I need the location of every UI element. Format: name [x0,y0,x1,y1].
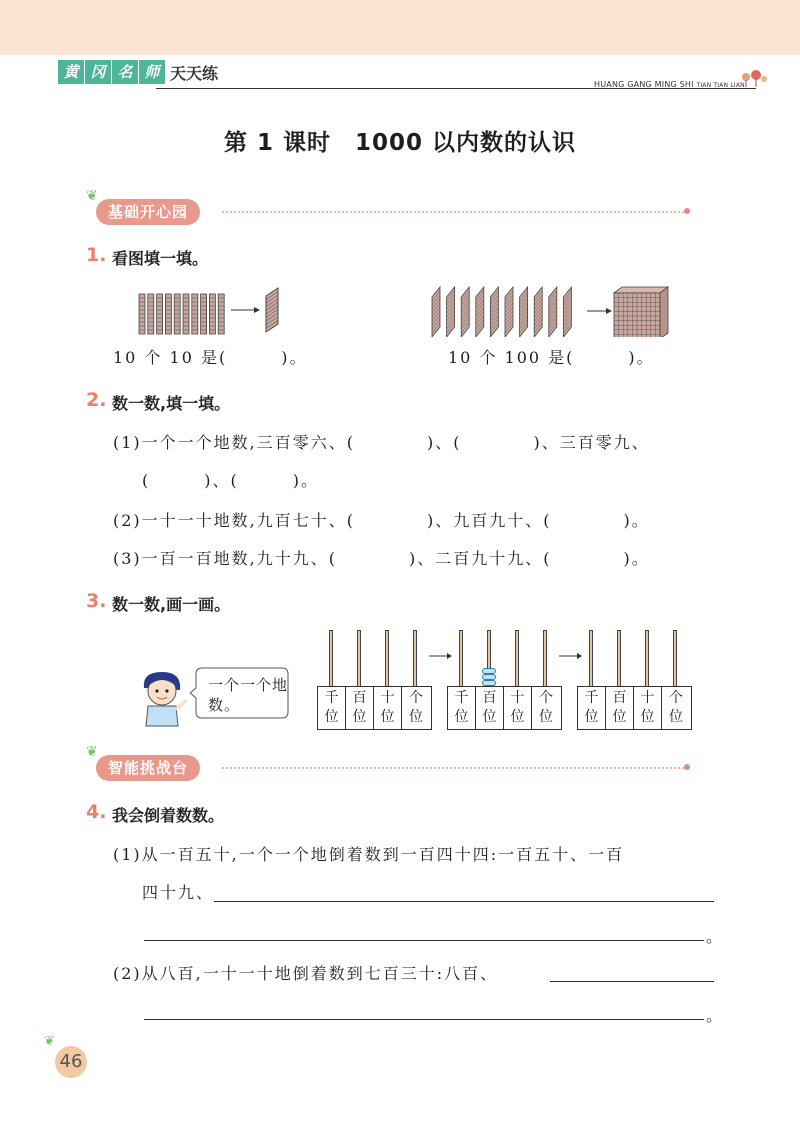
abacus-rod [617,630,621,688]
col-label: 千 [454,690,469,706]
brand-logo [58,60,165,84]
col-thousands [578,687,606,729]
col-label: 位 [324,709,339,725]
abacus-rod [543,630,547,688]
col-label: 位 [380,709,395,725]
col-label: 位 [454,709,469,725]
series-en-small: TIAN TIAN LIAN [696,82,745,89]
tree-icon [738,70,768,88]
header-rule [156,88,756,89]
abacus-base [317,686,432,730]
series-en-main: HUANG GANG MING SHI [594,80,694,89]
col-ones [402,687,430,729]
period: 。 [706,1006,725,1025]
abacus-base [577,686,692,730]
abacus-2 [447,630,562,730]
q1-right-caption: 10 个 100 是( )。 [448,348,655,367]
q2-line-2: ( )、( )。 [142,471,319,490]
leaf-icon: ❦ [44,1034,55,1049]
col-label: 位 [669,709,683,725]
col-label: 百 [352,690,367,706]
col-label: 千 [324,690,339,706]
col-label: 个 [409,690,423,706]
question-number: 3. [86,590,107,612]
col-tens [374,687,402,729]
child-icon [132,666,194,728]
divider-end-dot [684,208,690,214]
question-text: 看图填一填。 [112,249,209,268]
leaf-icon: ❦ [86,744,98,760]
col-tens [634,687,662,729]
col-hundreds [476,687,504,729]
brand-char: 黄 [58,60,84,84]
abacus-rod [413,630,417,688]
q2-line-3: (2)一十一十地数,九百七十、( )、九百九十、( )。 [113,511,650,530]
col-label: 位 [352,709,367,725]
col-label: 位 [584,709,599,725]
abacus-rod [673,630,677,688]
col-thousands [318,687,346,729]
col-label: 位 [510,709,525,725]
col-label: 个 [539,690,553,706]
section-divider [222,767,684,769]
col-label: 位 [612,709,627,725]
abacus-3[interactable] [577,630,692,730]
question-number: 1. [86,244,107,266]
abacus-rod [515,630,519,688]
col-ones [662,687,690,729]
thousand-cube [614,287,668,337]
abacus-rod [459,630,463,688]
col-label: 百 [612,690,627,706]
brand-char: 冈 [85,60,111,84]
q2-line-1: (1)一个一个地数,三百零六、( )、( )、三百零九、 [113,433,650,452]
col-hundreds [606,687,634,729]
col-label: 十 [380,690,395,706]
speech-bubble-text: 一个一个地数。 [208,676,289,714]
abacus-rod [589,630,593,688]
col-label: 百 [482,690,497,706]
ten-sticks-figure [136,284,286,336]
divider-end-dot [684,764,690,770]
q4-part1-line1: (1)从一百五十,一个一个地倒着数到一百四十四:一百五十、一百 [113,845,625,864]
question-number: 2. [86,389,107,411]
answer-line[interactable] [144,940,704,941]
q4-part2-line1: (2)从八百,一十一十地倒着数到七百三十:八百、 [113,964,499,983]
question-text: 数一数,画一画。 [112,595,231,614]
col-label: 位 [640,709,655,725]
col-label: 位 [409,709,423,725]
page-title: 第 1 课时 1000 以内数的认识 [223,130,577,156]
q2-line-4: (3)一百一百地数,九十九、( )、二百九十九、( )。 [113,549,650,568]
q1-left-caption: 10 个 10 是( )。 [113,348,308,367]
ten-flats-figure [430,283,670,337]
question-text: 我会倒着数数。 [112,806,225,825]
q4-part1-line2: 四十九、 [142,883,215,902]
leaf-icon: ❦ [86,188,98,204]
abacus-rod [357,630,361,688]
answer-line[interactable] [144,1019,704,1020]
brand-char: 师 [139,60,165,84]
col-label: 十 [510,690,525,706]
question-text: 数一数,填一填。 [112,394,231,413]
section-tag-basic: 基础开心园 [96,199,200,225]
page-number: 46 [55,1046,87,1078]
period: 。 [706,927,725,946]
col-ones [532,687,560,729]
col-label: 个 [669,690,683,706]
question-number: 4. [86,801,107,823]
answer-line[interactable] [550,981,714,982]
section-divider [222,211,684,213]
header-band [0,0,800,55]
abacus-base [447,686,562,730]
col-label: 位 [482,709,497,725]
section-tag-challenge: 智能挑战台 [96,755,200,781]
abacus-rod [385,630,389,688]
brand-char: 名 [112,60,138,84]
abacus-rod [329,630,333,688]
abacus-1 [317,630,432,730]
col-thousands [448,687,476,729]
col-label: 位 [539,709,553,725]
col-tens [504,687,532,729]
abacus-rod [645,630,649,688]
brand-subtitle: 天天练 [170,64,219,83]
col-hundreds [346,687,374,729]
col-label: 千 [584,690,599,706]
answer-line[interactable] [214,901,714,902]
col-label: 十 [640,690,655,706]
